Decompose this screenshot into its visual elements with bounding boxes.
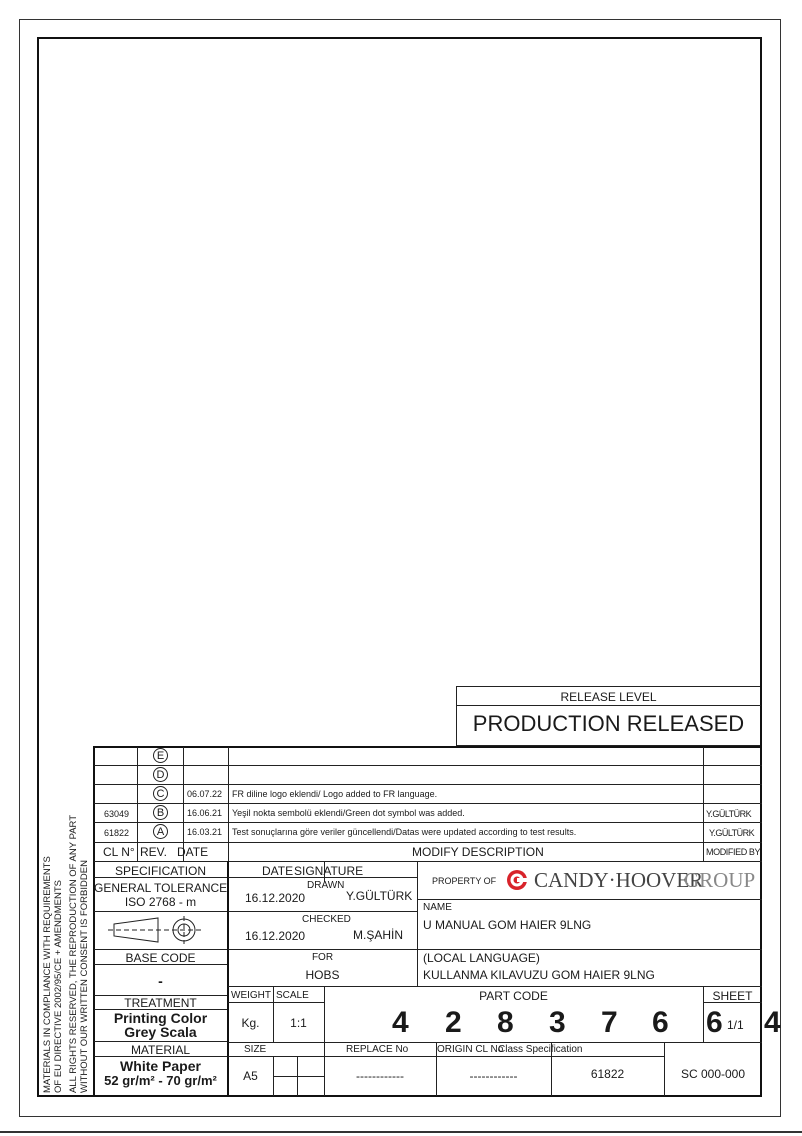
header-rev: REV. <box>140 845 167 859</box>
part-code-digit: 3 <box>549 1006 566 1039</box>
weight-label: WEIGHT <box>231 990 271 1001</box>
part-code-label: PART CODE <box>479 989 548 1003</box>
drawn-by: Y.GÜLTÜRK <box>346 889 413 903</box>
part-code-digit: 2 <box>445 1006 462 1039</box>
header-description: MODIFY DESCRIPTION <box>412 845 544 859</box>
part-code-digit: 7 <box>601 1006 618 1039</box>
revision-date: 06.07.22 <box>187 789 223 799</box>
origin-label: ORIGIN CL No <box>437 1044 504 1055</box>
replace-value: ------------ <box>356 1069 404 1083</box>
drawn-label: DRAWN <box>307 880 345 891</box>
base-code-value: - <box>158 973 163 989</box>
scale-label: SCALE <box>276 990 309 1001</box>
revision-date: 16.03.21 <box>187 827 223 837</box>
header-modified-by: MODIFIED BY <box>706 847 761 857</box>
local-language-value: KULLANMA KILAVUZU GOM HAIER 9LNG <box>423 968 655 982</box>
compliance-note-4: WITHOUT OUR WRITTEN CONSENT IS FORBIDDEN <box>79 860 90 1093</box>
scale-value: 1:1 <box>290 1016 307 1030</box>
treatment-line2: Grey Scala <box>124 1024 197 1040</box>
sheet-value: 1/1 <box>727 1018 744 1032</box>
revision-letter: A <box>153 824 168 839</box>
origin-value: ------------ <box>469 1069 518 1083</box>
release-status: PRODUCTION RELEASED <box>472 711 745 736</box>
material-line2: 52 gr/m² - 70 gr/m² <box>104 1073 217 1088</box>
drawn-date: 16.12.2020 <box>245 891 306 905</box>
revision-cl: 63049 <box>104 809 130 819</box>
revision-letter: B <box>153 805 168 820</box>
header-cl: CL N° <box>103 845 135 859</box>
part-code-digit: 6 <box>706 1006 723 1039</box>
class-specification-label: Class Specification <box>498 1044 583 1055</box>
part-code-digit: 8 <box>497 1006 514 1039</box>
revision-cl: 61822 <box>104 828 130 838</box>
cl-value: 61822 <box>590 1067 625 1081</box>
checked-label: CHECKED <box>302 914 351 925</box>
treatment-line1: Printing Color <box>113 1010 208 1026</box>
revision-description: Test sonuçlarına göre veriler güncellendi/Datas were updated according to test results. <box>232 827 577 837</box>
revision-letter: D <box>153 767 168 782</box>
header-date: DATE <box>177 845 209 859</box>
general-tolerance-label: GENERAL TOLERANCE <box>94 881 228 895</box>
signature-label: SIGNATURE <box>294 864 364 878</box>
compliance-note-1: MATERIALS IN COMPLIANCE WITH REQUIREMENTS <box>42 856 53 1093</box>
revision-modified-by: Y.GÜLTÜRK <box>706 809 752 819</box>
revision-letter: C <box>153 786 168 801</box>
class-value: SC 000-000 <box>680 1067 746 1081</box>
projection-symbol-icon <box>108 915 204 945</box>
page-bottom-line <box>0 1131 802 1133</box>
name-label: NAME <box>423 902 452 913</box>
local-language-label: (LOCAL LANGUAGE) <box>423 951 540 965</box>
for-value: HOBS <box>305 968 340 982</box>
weight-value: Kg. <box>241 1016 260 1030</box>
checked-date: 16.12.2020 <box>245 929 306 943</box>
candy-hoover-logo-icon <box>506 869 528 891</box>
revision-description: Yeşil nokta sembolü eklendi/Green dot symbol was added. <box>232 808 465 818</box>
release-level-label: RELEASE LEVEL <box>560 690 657 704</box>
brand-group: GROUP <box>684 868 756 892</box>
treatment-label: TREATMENT <box>124 996 197 1010</box>
date-label: DATE <box>262 864 294 878</box>
size-label: SIZE <box>244 1044 267 1055</box>
part-code-digit: 4 <box>392 1006 409 1039</box>
property-of-label: PROPERTY OF <box>432 876 497 886</box>
name-value: U MANUAL GOM HAIER 9LNG <box>423 918 592 932</box>
material-line1: White Paper <box>120 1058 201 1074</box>
replace-label: REPLACE No <box>346 1044 409 1055</box>
brand-name: CANDY·HOOVER <box>534 868 704 892</box>
base-code-label: BASE CODE <box>125 951 196 965</box>
revision-letter: E <box>153 748 168 763</box>
for-label: FOR <box>311 952 334 963</box>
specification-label: SPECIFICATION <box>114 864 207 878</box>
part-code-digit: 4 <box>764 1006 781 1039</box>
revision-modified-by: Y.GÜLTÜRK <box>709 828 755 838</box>
release-level-box <box>456 686 760 746</box>
compliance-note-2: OF EU DIRECTIVE 2002/95/CE + AMENDMENTS <box>53 879 64 1093</box>
size-value: A5 <box>243 1069 258 1083</box>
part-code-digit: 6 <box>652 1006 669 1039</box>
material-label: MATERIAL <box>130 1043 191 1057</box>
sheet-label: SHEET <box>712 989 753 1003</box>
compliance-note-3: ALL RIGHTS RESERVED, THE REPRODUCTION OF ANY PART <box>68 814 79 1093</box>
checked-by: M.ŞAHİN <box>353 928 404 942</box>
general-tolerance-value: ISO 2768 - m <box>124 895 197 909</box>
revision-description: FR diline logo eklendi/ Logo added to FR language. <box>232 789 438 799</box>
revision-date: 16.06.21 <box>187 808 223 818</box>
